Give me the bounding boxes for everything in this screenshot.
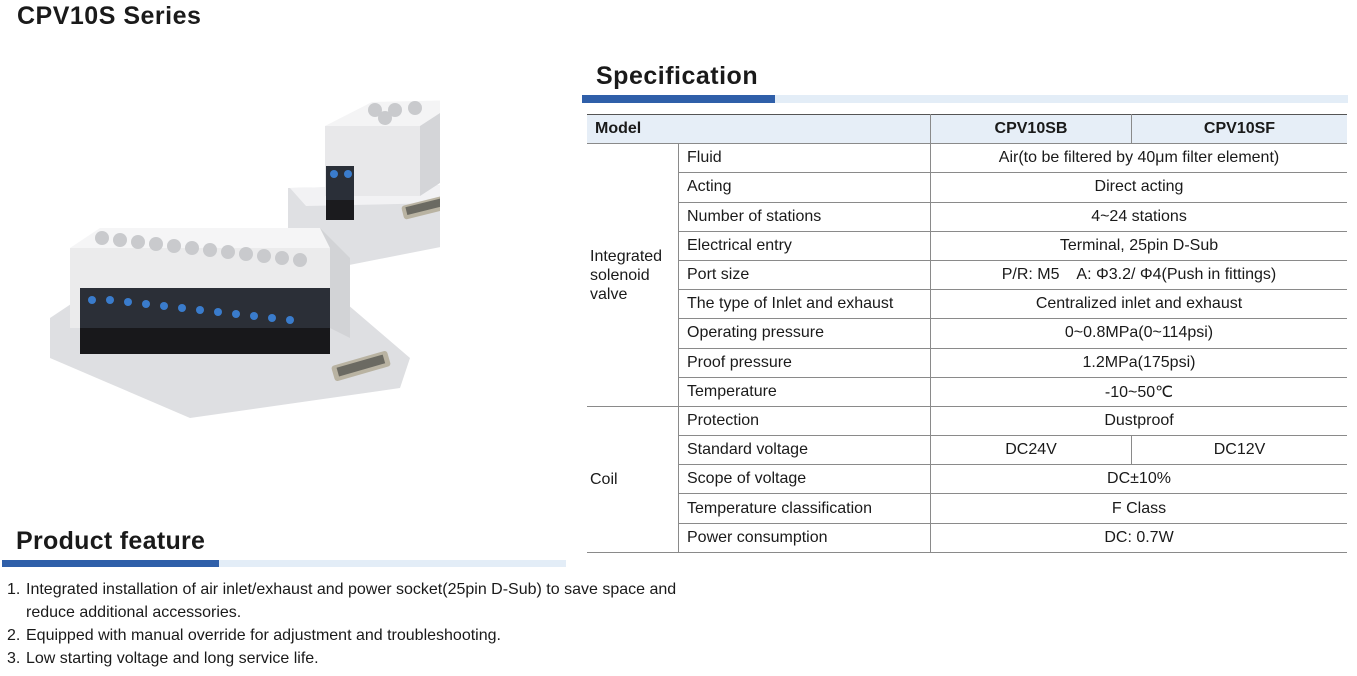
table-header-row (587, 115, 1347, 144)
list-item (7, 624, 676, 647)
list-item (7, 647, 676, 670)
param-label: Electrical entry (679, 231, 931, 260)
param-label: Port size (679, 260, 931, 289)
param-value: DC±10% (931, 465, 1348, 494)
specification-underline (582, 95, 1348, 103)
item-number: 3. (7, 650, 21, 667)
group-label-solenoid-valve: Integrated solenoid valve (587, 144, 679, 407)
param-label: Proof pressure (679, 348, 931, 377)
product-photo (40, 88, 440, 428)
param-value: -10~50℃ (931, 377, 1348, 406)
param-label: Standard voltage (679, 436, 931, 465)
header-cpv10sf: CPV10SF (1132, 115, 1348, 144)
table-row (587, 523, 1347, 552)
param-label: Fluid (679, 144, 931, 173)
item-text-continued: reduce additional accessories. (26, 604, 242, 621)
product-feature-title: Product feature (16, 527, 206, 555)
specification-table (587, 114, 1347, 553)
param-value: Dustproof (931, 406, 1348, 435)
item-text: Low starting voltage and long service life. (26, 650, 319, 667)
param-value: Terminal, 25pin D-Sub (931, 231, 1348, 260)
item-number: 1. (7, 581, 21, 598)
table-row (587, 406, 1347, 435)
param-value-cpv10sb: DC24V (931, 436, 1132, 465)
table-row (587, 348, 1347, 377)
param-value: Centralized inlet and exhaust (931, 290, 1348, 319)
param-value: Direct acting (931, 173, 1348, 202)
table-row (587, 202, 1347, 231)
table-row (587, 260, 1347, 289)
item-text: Integrated installation of air inlet/exhaust and power socket(25pin D-Sub) to save space and (26, 581, 677, 598)
param-label: Temperature classification (679, 494, 931, 523)
table-row (587, 436, 1347, 465)
item-number: 2. (7, 627, 21, 644)
param-value: 1.2MPa(175psi) (931, 348, 1348, 377)
list-item (7, 578, 676, 624)
param-label: Operating pressure (679, 319, 931, 348)
param-value: 4~24 stations (931, 202, 1348, 231)
param-label: Scope of voltage (679, 465, 931, 494)
group-label-coil: Coil (587, 406, 679, 552)
specification-title: Specification (596, 62, 759, 90)
param-value: 0~0.8MPa(0~114psi) (931, 319, 1348, 348)
param-value-cpv10sf: DC12V (1132, 436, 1348, 465)
table-row (587, 377, 1347, 406)
param-value: F Class (931, 494, 1348, 523)
series-title: CPV10S Series (17, 2, 202, 30)
feature-list (7, 578, 676, 670)
param-label: Power consumption (679, 523, 931, 552)
product-feature-underline (2, 560, 566, 567)
table-row (587, 465, 1347, 494)
header-cpv10sb: CPV10SB (931, 115, 1132, 144)
table-row (587, 144, 1347, 173)
param-label: Acting (679, 173, 931, 202)
param-label: Protection (679, 406, 931, 435)
param-value: P/R: M5 A: Φ3.2/ Φ4(Push in fittings) (931, 260, 1348, 289)
table-row (587, 290, 1347, 319)
table-row (587, 319, 1347, 348)
table-row (587, 173, 1347, 202)
param-label: The type of Inlet and exhaust (679, 290, 931, 319)
table-row (587, 494, 1347, 523)
header-model: Model (587, 115, 931, 144)
param-value: Air(to be filtered by 40μm filter element) (931, 144, 1348, 173)
param-value: DC: 0.7W (931, 523, 1348, 552)
table-row (587, 231, 1347, 260)
param-label: Temperature (679, 377, 931, 406)
item-text: Equipped with manual override for adjustment and troubleshooting. (26, 627, 501, 644)
param-label: Number of stations (679, 202, 931, 231)
